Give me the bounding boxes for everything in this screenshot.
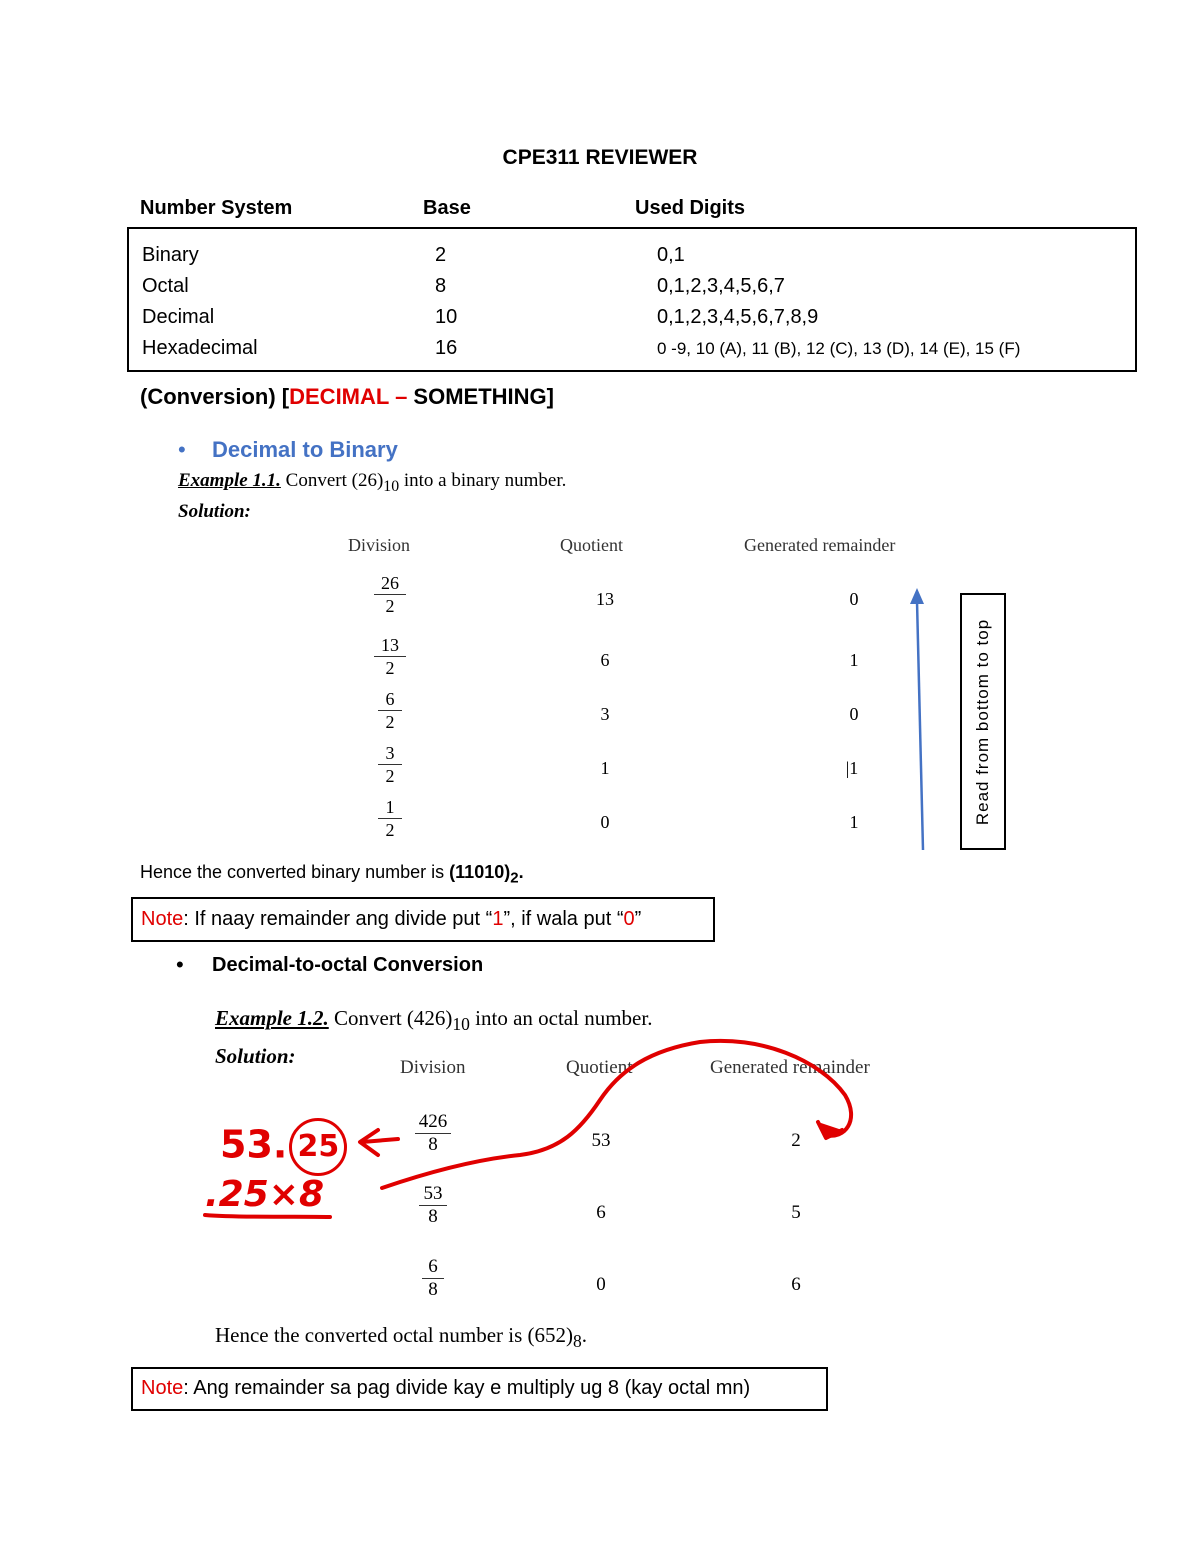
division-fraction: $\frac{13}{2}$ (374, 634, 406, 679)
quotient-cell: 53 (591, 1130, 611, 1151)
system-base: 10 (435, 306, 458, 328)
conversion-dash: – (388, 384, 414, 409)
division-fraction: $\frac{1}{2}$ (378, 796, 402, 841)
example-1-2 (215, 1006, 652, 1035)
remainder-cell: 2 (791, 1130, 801, 1151)
bullet-icon: • (178, 437, 186, 462)
example-text: Convert (426) (334, 1006, 453, 1030)
circled-fraction: 25 (289, 1118, 347, 1176)
division-fraction: $\frac{6}{2}$ (378, 688, 402, 733)
division-fraction: $\frac{26}{2}$ (374, 572, 406, 617)
system-digits: 0,1 (657, 244, 685, 266)
col-header-used-digits: Used Digits (635, 197, 746, 219)
example-text: Convert (26) (285, 470, 384, 491)
example-subscript: 10 (383, 477, 400, 495)
quotient-header: Quotient (566, 1057, 633, 1078)
result-subscript: 8 (573, 1331, 582, 1352)
example-text-end: into a binary number. (399, 470, 567, 491)
system-base: 8 (435, 275, 447, 297)
result-subscript: 2 (510, 869, 519, 887)
example-label: Example 1.1. (178, 470, 281, 491)
system-name: Hexadecimal (142, 337, 258, 359)
division-fraction: $\frac{3}{2}$ (378, 742, 402, 787)
conversion-prefix: (Conversion) [ (140, 384, 290, 409)
result-end: . (581, 1323, 588, 1347)
quotient-cell: 3 (600, 704, 610, 724)
quotient-cell: 6 (596, 1202, 606, 1223)
conversion-heading (140, 384, 554, 410)
section-heading-octal: Decimal-to-octal Conversion (212, 954, 484, 976)
result-end: . (518, 862, 524, 882)
division-header: Division (400, 1057, 466, 1078)
col-header-number-system: Number System (140, 197, 293, 219)
system-digits: 0 -9, 10 (A), 11 (B), 12 (C), 13 (D), 14 (E), 15 (F) (657, 339, 1021, 358)
quotient-cell: 0 (600, 812, 610, 832)
division-fraction: $\frac{53}{8}$ (419, 1183, 447, 1228)
system-name: Binary (142, 244, 199, 266)
division-fraction: $\frac{426}{8}$ (415, 1111, 451, 1156)
solution-label: Solution: (178, 501, 251, 522)
note-label: Note (141, 1377, 184, 1399)
octal-result (215, 1323, 587, 1352)
note-zero: 0 (623, 908, 635, 930)
quotient-cell: 0 (596, 1274, 606, 1295)
result-text: Hence the converted octal number is (652) (215, 1323, 574, 1347)
quotient-cell: 1 (600, 758, 610, 778)
section-heading-binary: Decimal to Binary (212, 437, 398, 462)
remainder-cell: |1 (845, 758, 859, 778)
remainder-cell: 5 (791, 1202, 801, 1223)
result-value: (11010) (449, 862, 511, 882)
quotient-cell: 6 (600, 650, 610, 670)
note-label: Note (141, 908, 184, 930)
example-text-end: into an octal number. (469, 1006, 653, 1030)
remainder-header: Generated remainder (744, 535, 896, 555)
read-direction-box (960, 593, 1006, 850)
quotient-header: Quotient (560, 535, 623, 555)
page-title: CPE311 REVIEWER (502, 146, 698, 169)
note-text: : If naay remainder ang divide put “ (183, 908, 493, 930)
example-subscript: 10 (452, 1014, 470, 1035)
remainder-cell: 1 (849, 650, 859, 670)
handwritten-multiply: .25×8 (205, 1174, 324, 1215)
number-system-table (127, 227, 1137, 372)
conversion-highlight: DECIMAL (289, 384, 389, 409)
division-header: Division (348, 535, 411, 555)
quotient-cell: 13 (596, 589, 614, 609)
remainder-cell: 6 (791, 1274, 801, 1295)
note-text: ” (634, 908, 642, 930)
solution-label: Solution: (215, 1044, 296, 1068)
remainder-header: Generated remainder (710, 1057, 870, 1078)
result-text: Hence the converted binary number is (140, 862, 450, 882)
remainder-cell: 0 (849, 589, 859, 609)
division-fraction: $\frac{6}{8}$ (422, 1256, 444, 1301)
system-digits: 0,1,2,3,4,5,6,7,8,9 (657, 306, 819, 328)
remainder-cell: 1 (849, 812, 859, 832)
note-box-multiply (131, 1367, 828, 1411)
system-base: 16 (435, 337, 458, 359)
system-name: Octal (142, 275, 189, 297)
up-arrow-icon (900, 585, 940, 855)
note-text: ”, if wala put “ (503, 908, 624, 930)
bullet-icon: • (176, 952, 184, 977)
note-one: 1 (492, 908, 504, 930)
system-name: Decimal (142, 306, 215, 328)
col-header-base: Base (423, 197, 471, 219)
conversion-suffix: SOMETHING] (413, 384, 554, 409)
note-text: : Ang remainder sa pag divide kay e multiply ug 8 (kay octal mn) (183, 1377, 751, 1399)
binary-result (140, 862, 524, 887)
example-label: Example 1.2. (215, 1006, 329, 1030)
read-direction-text: Read from bottom to top (973, 618, 992, 825)
system-digits: 0,1,2,3,4,5,6,7 (657, 275, 785, 297)
handwritten-quotient (220, 1118, 347, 1176)
note-box-remainder (131, 897, 715, 942)
remainder-cell: 0 (849, 704, 859, 724)
handwritten-text: 53. (220, 1122, 288, 1167)
example-1-1 (178, 470, 566, 496)
system-base: 2 (435, 244, 447, 266)
